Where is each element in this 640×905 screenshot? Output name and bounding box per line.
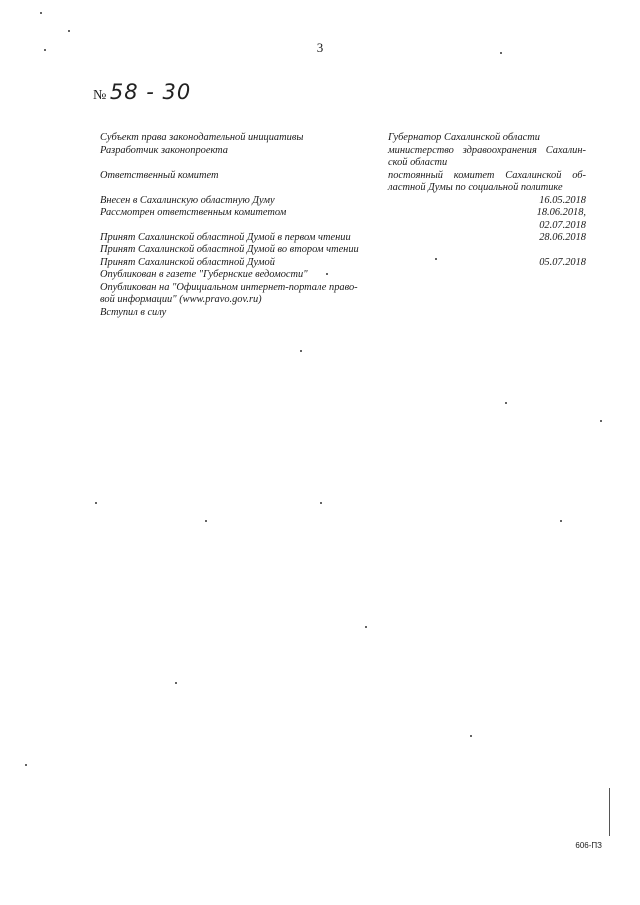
value-submitted-date: 16.05.2018 [539, 194, 586, 206]
scan-speck [44, 49, 46, 51]
label-developer: Разработчик законопроекта [100, 144, 228, 156]
value-developer: министерство здравоохранения Сахалин- [388, 144, 586, 156]
scan-speck [25, 764, 27, 766]
info-values-column [388, 132, 586, 270]
label-published-gazette: Опубликован в газете "Губернские ведомости" [100, 269, 308, 280]
scan-speck [505, 402, 507, 404]
scan-speck [600, 420, 602, 422]
label-submitted: Внесен в Сахалинскую областную Думу [100, 194, 275, 206]
value-committee: постоянный комитет Сахалинской об- [388, 169, 586, 181]
label-first-reading: Принят Сахалинской областной Думой в первом чтении [100, 231, 351, 243]
handwritten-number: 58 - 30 [109, 80, 192, 104]
scan-speck [326, 273, 328, 275]
scan-speck [500, 52, 502, 54]
value-subject: Губернатор Сахалинской области [388, 132, 540, 143]
scan-speck [435, 258, 437, 260]
scan-speck [40, 12, 42, 14]
label-subject: Субъект права законодательной инициативы [100, 132, 304, 143]
value-committee-cont: ластной Думы по социальной политике [388, 182, 563, 193]
page-number: 3 [316, 40, 324, 55]
scan-speck [560, 520, 562, 522]
scan-speck [300, 350, 302, 352]
scan-speck [320, 502, 322, 504]
label-reviewed: Рассмотрен ответственным комитетом [100, 207, 287, 218]
label-published-portal: Опубликован на "Официальном интернет-портале право- [100, 281, 358, 293]
label-second-reading: Принят Сахалинской областной Думой во втором чтении [100, 244, 359, 255]
value-reviewed-date-2: 02.07.2018 [539, 219, 586, 231]
info-labels-column [100, 132, 370, 319]
scan-speck [470, 735, 472, 737]
value-first-reading-date: 28.06.2018 [539, 232, 586, 243]
scan-speck [365, 626, 367, 628]
label-adopted: Принят Сахалинской областной Думой [100, 256, 275, 268]
document-number [93, 80, 191, 104]
scan-speck [95, 502, 97, 504]
scan-speck [68, 30, 70, 32]
scan-edge-line [609, 788, 610, 836]
footer-code: 606-ПЗ [575, 841, 602, 850]
value-adopted-date: 05.07.2018 [539, 257, 586, 268]
value-reviewed-date: 18.06.2018, [536, 207, 586, 218]
label-published-portal-cont: вой информации" (www.pravo.gov.ru) [100, 294, 262, 305]
value-developer-cont: ской области [388, 157, 448, 168]
label-committee: Ответственный комитет [100, 169, 219, 181]
scan-speck [175, 682, 177, 684]
scan-speck [205, 520, 207, 522]
label-in-force: Вступил в силу [100, 306, 167, 318]
number-sign: № [93, 88, 107, 103]
